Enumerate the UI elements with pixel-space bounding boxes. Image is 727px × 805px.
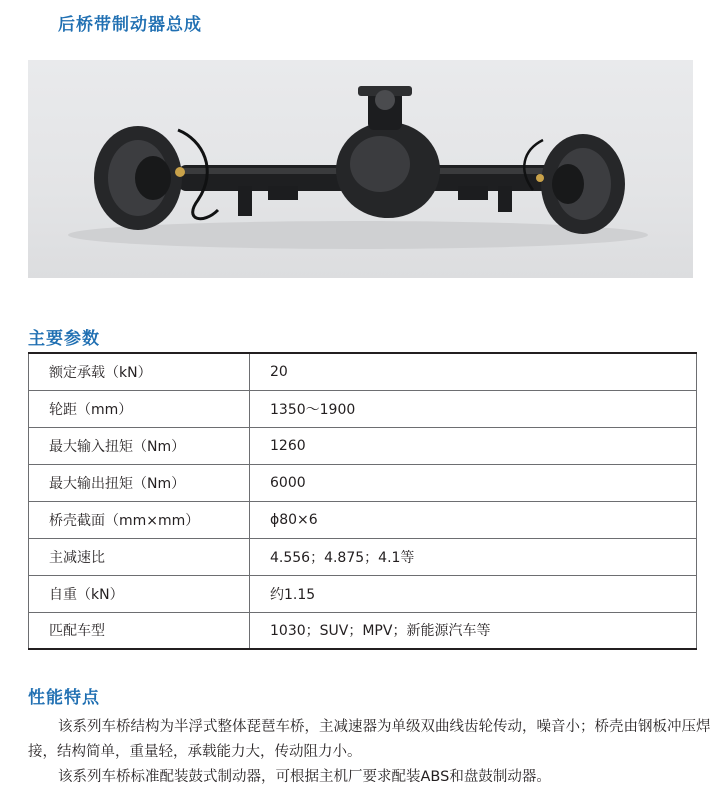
page-title: 后桥带制动器总成 (58, 15, 202, 35)
param-key: 桥壳截面（mm×mm） (29, 501, 250, 538)
features-title: 性能特点 (28, 688, 100, 708)
param-key: 轮距（mm） (29, 390, 250, 427)
params-table (28, 352, 697, 650)
params-title: 主要参数 (28, 329, 100, 349)
param-value: 6000 (250, 464, 697, 501)
table-row (29, 501, 697, 538)
features-paragraph-1: 该系列车桥结构为半浮式整体琵琶车桥，主减速器为单级双曲线齿轮传动，噪音小；桥壳由钢板冲压焊接，结构简单，重量轻，承载能力大，传动阻力小。 (28, 719, 711, 760)
table-row (29, 390, 697, 427)
table-row (29, 612, 697, 649)
param-key: 主减速比 (29, 538, 250, 575)
table-row (29, 353, 697, 390)
param-value: ϕ80×6 (250, 501, 697, 538)
param-key: 额定承载（kN） (29, 353, 250, 390)
param-key: 最大输出扭矩（Nm） (29, 464, 250, 501)
features-paragraph-2: 该系列车桥标准配装鼓式制动器，可根据主机厂要求配装ABS和盘鼓制动器。 (58, 769, 551, 785)
param-value: 1030；SUV；MPV；新能源汽车等 (250, 612, 697, 649)
rear-axle-illustration (28, 60, 693, 278)
table-row (29, 538, 697, 575)
param-value: 20 (250, 353, 697, 390)
rear-axle-photo (28, 60, 693, 278)
param-key: 自重（kN） (29, 575, 250, 612)
param-key: 匹配车型 (29, 612, 250, 649)
table-row (29, 464, 697, 501)
table-row (29, 427, 697, 464)
param-value: 4.556；4.875；4.1等 (250, 538, 697, 575)
param-key: 最大输入扭矩（Nm） (29, 427, 250, 464)
param-value: 1260 (250, 427, 697, 464)
table-row (29, 575, 697, 612)
param-value: 约1.15 (250, 575, 697, 612)
param-value: 1350～1900 (250, 390, 697, 427)
